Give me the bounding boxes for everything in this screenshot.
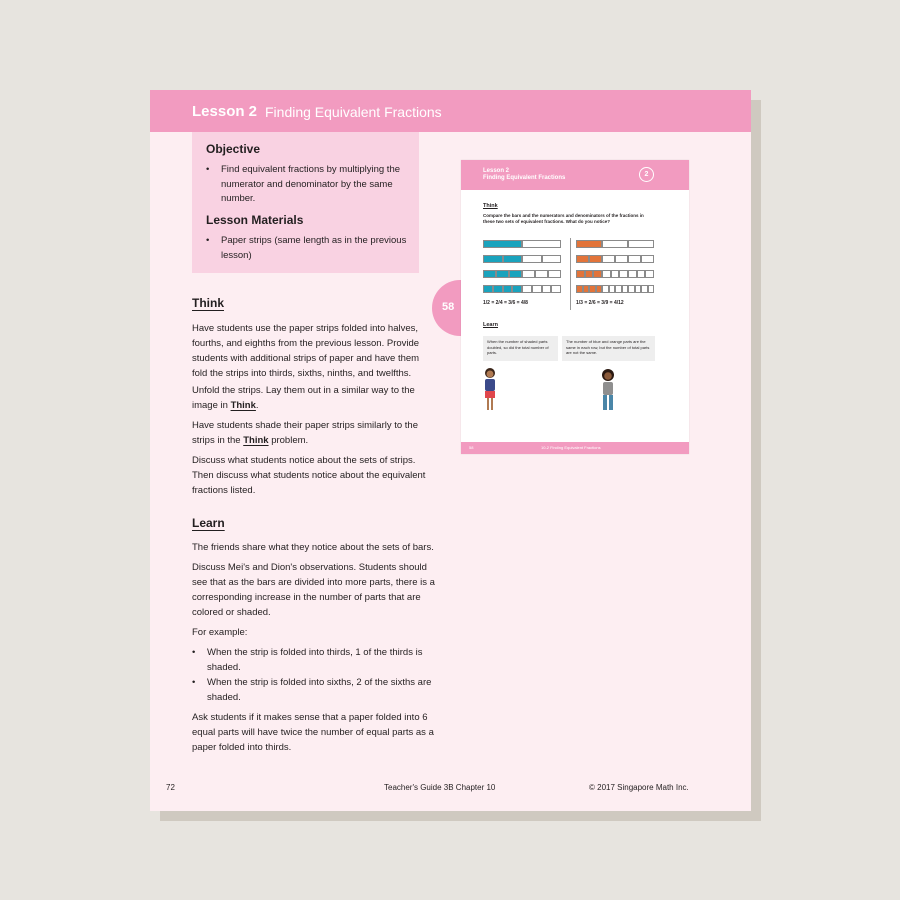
- girl-character-illustration: [481, 366, 499, 414]
- fraction-strip: [576, 285, 654, 293]
- speech-bubble-dion: The number of blue and orange parts are the same in each row, but the number of total parts are not the same.: [562, 336, 655, 361]
- thumbnail-prompt: Compare the bars and the numerators and denominators of the fractions in these two sets of equivalent fractions. What do you notice?: [483, 213, 644, 224]
- document-page: [150, 90, 751, 811]
- lesson-number-circle: 2: [639, 167, 654, 182]
- materials-list: [206, 234, 411, 264]
- lesson-title: Finding Equivalent Fractions: [265, 104, 442, 120]
- fraction-strip: [483, 285, 561, 293]
- learn-paragraph-2: Discuss Mei's and Dion's observations. Students should see that as the bars are divided into more parts, there is a corresponding increase in the number of parts that are colored or shaded.: [192, 562, 435, 618]
- think-link: Think: [230, 400, 256, 411]
- learn-example-item: • When the strip is folded into sixths, 2 of the sixths are shaded.: [192, 676, 437, 705]
- page-number-tab: 58: [432, 280, 492, 336]
- objective-heading: Objective: [206, 142, 261, 156]
- fraction-strip: [576, 240, 654, 248]
- footer-page-number: 72: [166, 783, 175, 792]
- fraction-strip: [483, 240, 561, 248]
- think-paragraph-3: Have students shade their paper strips similarly to the strips in the Think problem.: [192, 420, 418, 446]
- learn-paragraph-4: Ask students if it makes sense that a paper folded into 6 equal parts will have twice the number of equal parts as a paper folded into thirds.: [192, 712, 434, 753]
- fractions-right: 1/3 = 2/6 = 3/9 = 4/12: [576, 300, 624, 306]
- materials-item: • Paper strips (same length as in the previous lesson): [206, 234, 411, 263]
- think-paragraph-4: Discuss what students notice about the sets of strips. Then discuss what students notice about the equivalent fractions listed.: [192, 455, 426, 496]
- objective-list: [206, 163, 411, 208]
- fraction-strip: [483, 270, 561, 278]
- fraction-strip: [576, 270, 654, 278]
- think-link: Think: [243, 435, 269, 446]
- learn-heading: Learn: [192, 516, 225, 530]
- think-paragraph-2: Unfold the strips. Lay them out in a similar way to the image in Think.: [192, 385, 415, 411]
- learn-example-list: [192, 646, 437, 706]
- fractions-left: 1/2 = 2/4 = 3/6 = 4/8: [483, 300, 528, 306]
- lesson-header: [150, 90, 751, 132]
- learn-paragraph-1: The friends share what they notice about the sets of bars.: [192, 542, 434, 553]
- footer-book-title: Teacher's Guide 3B Chapter 10: [384, 783, 496, 792]
- fraction-strip: [576, 255, 654, 263]
- think-paragraph-1: Have students use the paper strips folded into halves, fourths, and eighths from the previous lesson. Provide students with additional strips of paper and have them fold the strips into thirds, sixths, ninths, and twelfths.: [192, 323, 420, 379]
- objective-item: • Find equivalent fractions by multiplying the numerator and denominator by the same number.: [206, 163, 411, 207]
- boy-character-illustration: [598, 368, 618, 414]
- fraction-strip: [483, 255, 561, 263]
- think-heading: Think: [192, 296, 224, 310]
- student-page-thumbnail: Lesson 2 Finding Equivalent Fractions 2 Think Compare the bars and the numerators and denominators of the fractions in these two sets of equivalent fractions. What do you notice? 1/2 = 2/4 = 3/6 = 4/8 1/3 = 2/6 = 3/9 = 4/12 Learn When the number of shaded parts doubled, so did the total number of parts. The number of blue and orange parts are the same in each row, but the number of total parts are not the same. 58 10-2 Finding Equivalent Fractions: [461, 160, 689, 454]
- thumbnail-footer: 58 10-2 Finding Equivalent Fractions: [461, 442, 689, 454]
- footer-copyright: © 2017 Singapore Math Inc.: [589, 783, 689, 792]
- bar-set-divider: [570, 238, 571, 310]
- speech-bubble-mei: When the number of shaded parts doubled, so did the total number of parts.: [483, 336, 558, 361]
- learn-example-item: • When the strip is folded into thirds, 1 of the thirds is shaded.: [192, 646, 437, 675]
- materials-heading: Lesson Materials: [206, 213, 304, 227]
- learn-paragraph-3: For example:: [192, 627, 248, 638]
- thumbnail-header: Lesson 2 Finding Equivalent Fractions 2: [461, 160, 689, 190]
- objective-box: [192, 132, 419, 273]
- lesson-number: Lesson 2: [192, 103, 258, 120]
